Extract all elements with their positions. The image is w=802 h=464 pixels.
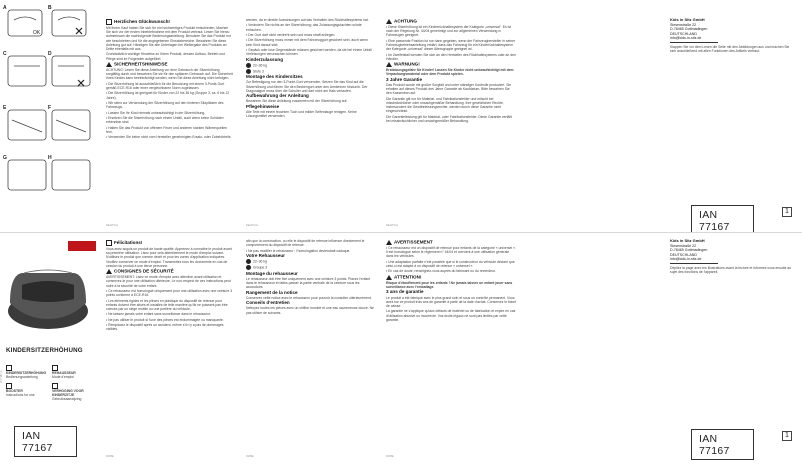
cover-panel [0,233,100,464]
safety-item: • Les éléments rigides et les pièces en plastique du dispositif de retenue pour enfants doivent être situés et installés de telle manière qu'ils ne puissent pas être coincés par un siège mobile ou une portière du véhicule. [106,298,228,311]
congrats-heading: Herzlichen Glückwunsch! [106,19,234,25]
approval-heading: Votre Rehausseur [246,252,285,258]
fold-note: Klappen Sie vor dem Lesen die Seite mit den Abbildungen aus und machen Sie sich anschließend mit allen Funktionen des Artikels vertraut. [670,44,790,53]
top-col3 [386,18,516,214]
svg-text:B: B [48,5,52,11]
group-icon [246,265,251,270]
weight-icon [246,259,251,264]
company-city: D-78465 Gottmadingen [670,27,708,32]
company-email: info@kids-in-sitz.de [670,36,702,41]
safety-item: • Ce rehausseur est homologué uniquement pour une utilisation avec une ceinture 3 points conforme à ECE-R16. [106,289,233,298]
warning-heading: WARNUNG! [386,62,516,67]
footer-code: FR/BE [106,455,114,458]
caution-item: • Eine passende Position ist nur dann gegeben, wenn der Fahrzeughersteller in seiner Fahrzeugbetriebsanleitung erklärt, dass das Fahrzeug für ein Kinderrückhaltesystem der Kategorie „universal“ dieser Altersgruppe geeignet ist. [386,38,516,52]
safety-heading: SICHERHEITSHINWEISE [106,62,234,67]
warranty-para: Le produit a été fabriqué avec le plus grand soin et sous un contrôle permanent. Vous avez sur ce produit trois ans de garantie à partir de la date d'achat. Conservez le ticket de caisse. [386,295,516,308]
approval-item: 22–36 kg [246,259,374,264]
safety-item: • Halten Sie das Produkt von offenem Feuer und anderen starken Wärmequellen fern. [106,125,227,134]
warranty-para: La garantie ne s'applique qu'aux défauts de matériel ou de fabrication et expire en cas d'utilisation abusive ou incorrecte. Vos droits légaux ne sont pas limités par cette garantie. [386,309,516,322]
warning-icon [106,269,112,274]
company-city: D-78465 Gottmadingen [670,248,708,253]
bottom-col2 [246,239,374,449]
svg-text:OK: OK [33,30,41,36]
booster-seat-illustrations [0,0,96,232]
warning-para: Risque d'étouffement pour les enfants ! Ne jamais laisser un enfant jouer sans surveillance avec l'emballage. [386,280,513,289]
mounting-para: Le rehausseur doit être fixé uniquement avec une ceinture 3 points. Placez l'enfant dans le rehausseur et faites passer la partie ventrale de la ceinture sous les accoudoirs. [246,276,371,290]
divider [670,263,718,264]
body-para: • Gepäck oder lose Gegenstände müssen gesichert werden, da sie bei einem Unfall Verletzungen verursachen können. [246,47,372,57]
svg-text:C: C [3,51,7,57]
booster-product-image [0,233,100,353]
intro-para: Vous avez acquis un produit de haute qualité. Apprenez à connaître le produit avant sa première utilisation. Lisez pour cela attentivement le mode d'emploi suivant. N'utilisez le produit que comme décrit et pour les zones d'application indiquées. Veuillez conserver ce mode d'emploi. Transmettez tous les documents en cas de cession du produit à une tierce personne. [106,247,232,268]
safety-item: • Ersetzen Sie die Sitzerhöhung nach einem Unfall, auch wenn keine Schäden erkennbar sind. [106,115,224,125]
caution-item: • Diese Sitzerhöhung ist ein Kinderrückhaltesystem der Kategorie „universal“. Es ist nach der Regelung Nr. 44/04 genehmigt und zur allgemeinen Verwendung in Fahrzeugen geeignet. [386,25,512,38]
storage-para: Conservez cette notice avec le rehausseur pour pouvoir la consulter ultérieurement. [246,295,372,300]
body-para: afin que la construction, ou elle le dispositif de retenue influence directement le comportement du dispositif de retenue. [246,239,365,248]
care-para: Alle Teile mit einem feuchten Tuch und milder Seifenlauge reinigen. Keine Lösungsmittel verwenden. [246,109,357,119]
svg-text:D: D [48,51,52,57]
intro-para: Mit Ihrem Kauf haben Sie sich für ein hochwertiges Produkt entschieden. Machen Sie sich vor der ersten Inbetriebnahme mit dem Produkt vertraut. Lesen Sie hierzu aufmerksam die nachfolgende Bedienungsanleitung. Benutzen Sie das Produkt nur wie beschrieben und für die angegebenen Einsatzbereiche. Bewahren Sie diese Anleitung gut auf. Händigen Sie alle Unterlagen bei Weitergabe des Produkts an Dritte ebenfalls mit aus. [106,26,231,52]
cover-title: KINDERSITZERHÖHUNG [6,347,83,354]
bottom-col4 [670,239,796,339]
footer-code: DE/AT/CH [386,224,398,227]
svg-text:A: A [3,5,7,11]
body-para: • Verändern Sie nichts an der Sitzerhöhung; das Zulassungsgutachten würde erlöschen. [246,23,362,32]
approval-heading: Kinderzulassung [246,56,284,62]
warning-icon [386,62,392,67]
svg-text:F: F [48,105,52,111]
weight-icon [246,63,251,68]
care-para: Nettoyez toutes les pièces avec un chiffon humide et une eau savonneuse douce. Ne pas utiliser de solvants. [246,306,374,315]
footer-code: DE/AT/CH [106,224,118,227]
warranty-heading: 3 Jahre Garantie [386,76,423,82]
care-heading: Conseils d'entretien [246,300,290,306]
mounting-heading: Montage du rehausseur [246,270,298,276]
warranty-para: Die Garantieleistung gilt für Material- oder Fabrikationsfehler. Diese Garantie verfällt bei missbräuchlicher und unsachgemäßer Behandlung. [386,114,512,123]
company-country: DEUTSCHLAND [670,252,697,257]
storage-para: Bewahren Sie diese Anleitung zusammen mit der Sitzerhöhung auf. [246,99,348,104]
top-illustration-panel [0,0,96,232]
storage-heading: Rangement de la notice [246,289,298,295]
top-col4 [670,18,796,118]
cover-lang-de: KINDERSITZERHÖHUNG Bedienungsanleitung [6,365,50,379]
warning-icon [386,275,392,280]
cover-ian-label: IAN 77167 [14,426,77,457]
company-name: Kids in Sitz GmbH [670,18,705,22]
company-street: Siesenstraße 22 [670,243,697,248]
approval-item: Stufe 3 [246,69,374,74]
care-heading: Pflegehinweise [246,103,280,109]
bottom-sheet [0,233,802,464]
safety-item: • Verwenden Sie keine nicht vom Hersteller genehmigten Ersatz- oder Zubehörteile. [106,135,232,140]
company-name: Kids in Sitz GmbH [670,239,705,243]
safety-item: • Ne laissez jamais votre enfant sans surveillance dans le rehausseur. [106,312,211,317]
side-code: IC77167-1 [0,370,3,383]
safety-item: • Die Sitzerhöhung ist ausschließlich für die Benutzung mit einem 3-Punkt-Gurt gemäß ECE-R16 oder einer vergleichbaren Norm zugelassen. [106,81,225,90]
cover-lang-nl: VERHOGING VOOR KINDERZITJE Gebruiksaanwijzing [52,383,98,402]
body-para: • Die Sitzerhöhung muss immer mit dem Fahrzeuggurt gesichert sein, auch wenn kein Kind darauf sitzt. [246,38,368,47]
ian-label: IAN 77167 [691,429,754,460]
safety-para: ACHTUNG: Lesen Sie diese Anleitung vor dem Gebrauch der Sitzerhöhung sorgfältig durch und bewahren Sie sie für den späteren Gebrauch auf. Die Sicherheit Ihres Kindes kann beeinträchtigt werden, wenn Sie diese Anleitung nicht befolgen. [106,68,233,81]
warning-icon [106,62,112,67]
mounting-heading: Montage des Kindersitzes [246,74,303,80]
footer-code: FR/BE [246,455,254,458]
cover-lang-en: BOOSTER Instructions for use [6,383,50,397]
page-number: 1 [782,207,792,217]
safety-para: AVERTISSEMENT: Lisez ce mode d'emploi avec attention avant utilisation et conservez-le pour une utilisation ultérieure. Le non-respect de ces instructions peut nuire à la sécurité de votre enfant. [106,275,231,288]
approval-item: Groupe 3 [246,265,374,270]
body-para: • Ne pas modifier le rehausseur ; l'homologation deviendrait caduque. [246,248,351,253]
company-country: DEUTSCHLAND [670,31,697,36]
ian-label: IAN 77167 [691,205,754,232]
bottom-col1 [106,239,234,449]
warranty-para: Das Produkt wurde mit großer Sorgfalt und unter ständiger Kontrolle produziert. Sie erhalten auf dieses Produkt drei Jahre Garantie ab Kaufdatum. Bitte bewahren Sie den Kassenbon auf. [386,82,512,96]
approval-item: 22–36 kg [246,63,374,68]
footer-code: DE/AT/CH [246,224,258,227]
safety-item: • Die Sitzerhöhung ist geeignet für Kinder von 22 bis 36 kg (Gruppe 3, ca. 6 bis 12 Jahre). [106,91,230,100]
svg-text:E: E [3,105,7,111]
company-street: Siesenstraße 22 [670,22,697,27]
warning-para: Erstickungsgefahr für Kinder! Lassen Sie Kinder nicht unbeaufsichtigt mit dem Verpackungsmaterial oder dem Produkt spielen. [386,68,514,77]
body-para: werden, da er direkte Auswirkungen auf das Verhalten des Rückhaltesystems hat. [246,18,369,22]
company-email: info@kids-in-sitz.de [670,257,702,262]
caution-heading: AVERTISSEMENT [386,240,516,245]
divider [670,42,718,43]
safety-item: • Lassen Sie Ihr Kind niemals unbeaufsichtigt in der Sitzerhöhung. [106,110,206,115]
info-icon [106,240,112,246]
caution-heading: ACHTUNG [386,19,516,24]
mounting-para: Zur Befestigung nur den 3-Punkt-Gurt verwenden. Setzen Sie das Kind auf die Sitzerhöhung und führen Sie den Beckengurt unter den Armlehnen hindurch. Der Diagonalgurt muss über die Schulter und darf nicht am Hals verlaufen. [246,80,368,93]
top-col2 [246,18,374,214]
top-col1 [106,18,234,214]
safety-heading: CONSIGNES DE SÉCURITÉ [106,269,234,274]
warning-icon [386,19,392,24]
svg-text:G: G [3,155,7,161]
warning-heading: ATTENTION! [386,275,516,280]
congrats-heading: Félicitations! [106,240,234,246]
warning-icon [386,240,392,245]
footer-code: FR/BE [386,455,394,458]
warranty-heading: 3 ans de garantie [386,289,424,295]
bottom-col3 [386,239,516,449]
safety-item: • Wir raten zur Verwendung der Sitzerhöhung auf den hinteren Sitzplätzen des Fahrzeugs. [106,100,224,110]
svg-text:H: H [48,155,52,161]
safety-item: • Remplacez le dispositif après un accident, même s'il n'y a pas de dommages visibles. [106,323,224,332]
body-para: • Der Gurt darf nicht verdreht sein und muss straff anliegen. [246,32,336,37]
caution-item: • Im Zweifelsfall wenden Sie sich an den Hersteller des Rückhaltesystems oder an den Händler. [386,52,516,61]
storage-heading: Aufbewahrung der Anleitung [246,93,309,99]
safety-item: • Ne pas utiliser le produit si l'une des pièces est endommagée ou manquante. [106,317,224,322]
page-number: 1 [782,431,792,441]
info-icon [106,19,112,25]
warranty-para: Die Garantie gilt nur für Material- und Fabrikationsfehler und erlischt bei missbräuchlicher oder unsachgemäßer Behandlung. Ihre gesetzlichen Rechte, insbesondere die Gewährleistungsrechte, werden durch diese Garantie nicht eingeschränkt. [386,96,504,114]
intro-para2: Grundsätzlich wichtige Hinweise zu Ihrem Produkt, dessen Aufbau, Betrieb und Pflege sind im Folgenden aufgeführt. [106,52,225,61]
cover-lang-fr: REHAUSSEUR Mode d'emploi [52,365,96,379]
caution-item: • En cas de doute, renseignez-vous auprès du fabricant ou du revendeur. [386,269,496,274]
caution-item: • Ce rehausseur est un dispositif de retenue pour enfants de la catégorie « universel ». Il est homologué selon le règlement n° 44/04 et convient à une utilisation générale dans les véhicules. [386,246,516,259]
fold-note: Dépliez la page avec les illustrations avant la lecture et informez-vous ensuite au sujet des fonctions de l'appareil. [670,265,792,274]
caution-item: • Une adaptation parfaite n'est possible que si le constructeur du véhicule déclare que celui-ci est adapté à un dispositif de retenue « universel ». [386,259,515,268]
